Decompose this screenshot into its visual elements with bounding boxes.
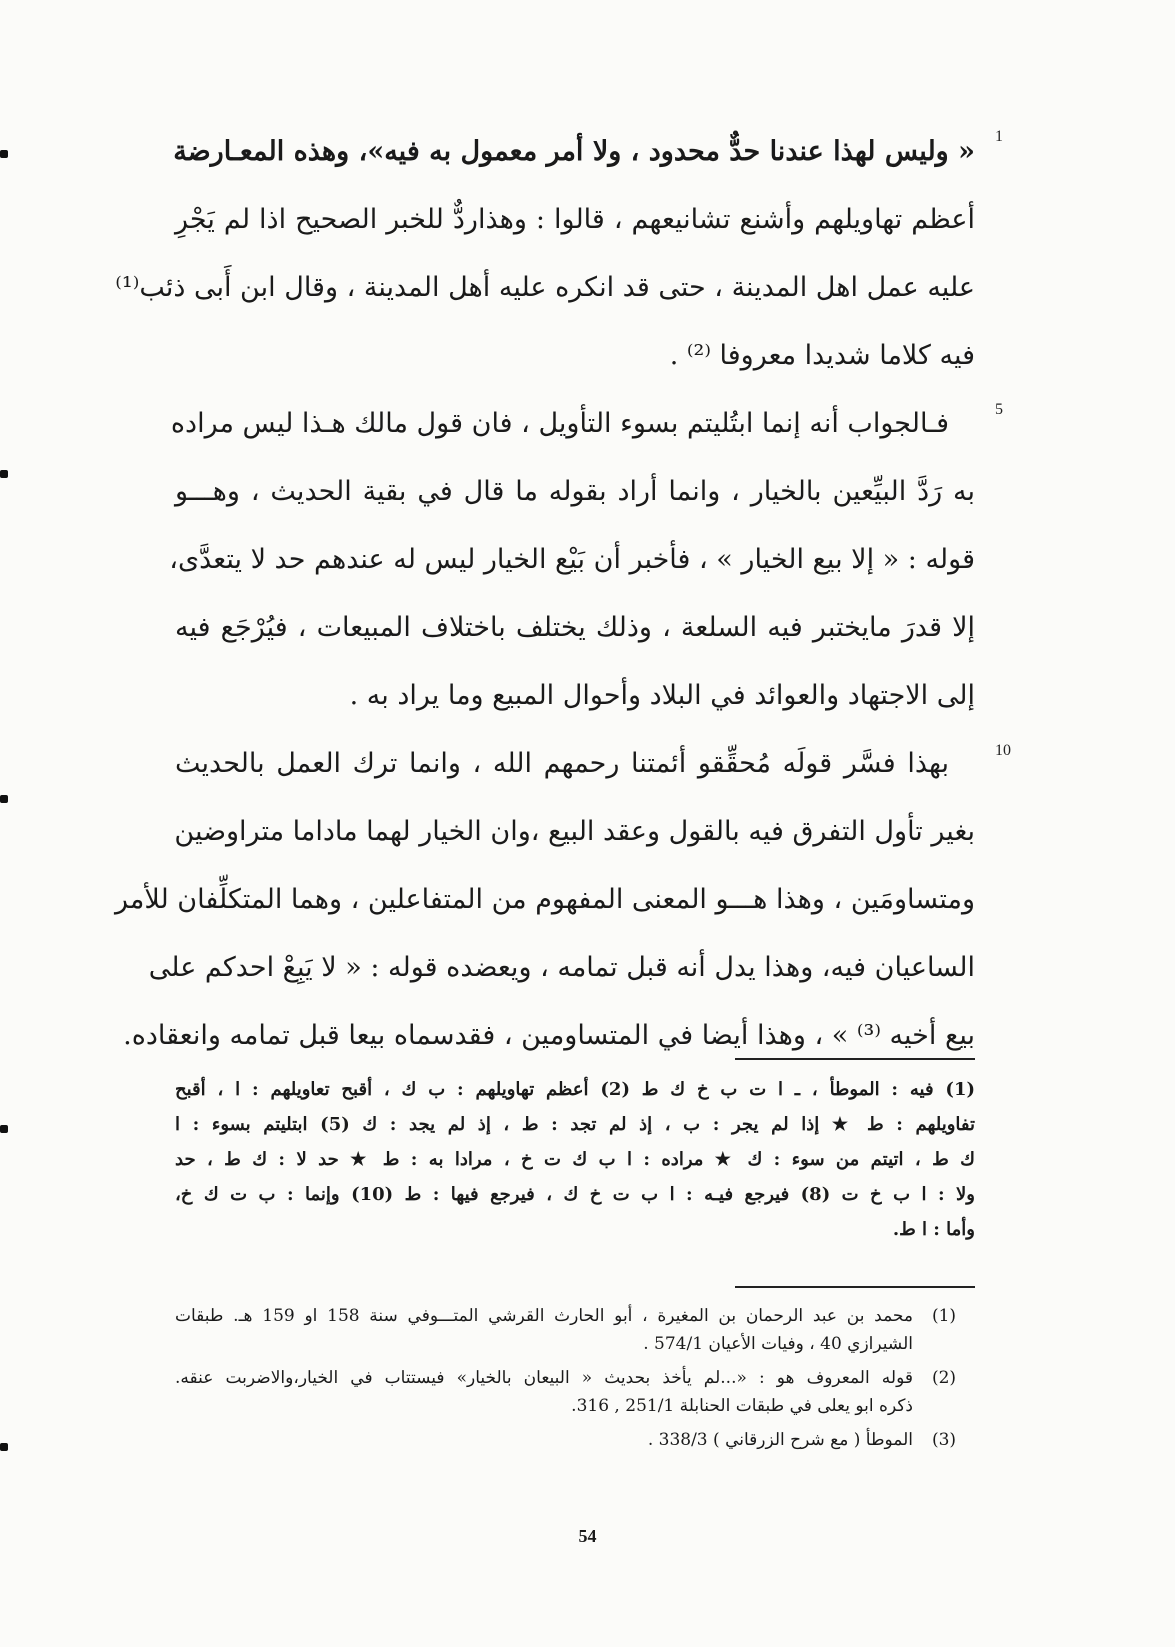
scan-edge-mark xyxy=(0,795,8,803)
footnote-line: محمد بن عبد الرحمان بن المغيرة ، أبو الحارث القرشي المتـــوفي سنة 158 او 159 هـ. طبقات xyxy=(175,1306,914,1326)
text-line: به رَدَّ البيِّعين بالخيار ، وانما أراد بقوله ما قال في بقية الحديث ، وهـــو xyxy=(175,476,975,507)
footnote xyxy=(175,1302,975,1358)
footnotes-divider xyxy=(735,1286,975,1288)
line-number: 5 xyxy=(995,401,1003,418)
variant-line: وأما : ا ط. xyxy=(892,1219,975,1240)
text-line: عليه عمل اهل المدينة ، حتى قد انكره عليه أهل المدينة ، وقال ابن أَبى ذئب⁽¹⁾ xyxy=(115,272,975,303)
main-text xyxy=(115,118,975,1070)
scan-edge-mark xyxy=(0,150,8,158)
text-line: إلا قدرَ مايختبر فيه السلعة ، وذلك يختلف باختلاف المبيعات ، فيُرْجَع فيه xyxy=(175,612,975,643)
text-line: « وليس لهذا عندنا حدٌّ محدود ، ولا أمر معمول به فيه»، وهذه المعـارضة xyxy=(173,136,975,167)
text-line: فـالجواب أنه إنما ابتُليتم بسوء التأويل ، فان قول مالك هـذا ليس مراده xyxy=(170,408,949,439)
page-number: 54 xyxy=(578,1526,597,1546)
line-number: 1 xyxy=(995,128,1003,145)
variant-line: ولا : ا ب خ ت (8) فيرجع فيـه : ا ب ت خ ك ، فيرجع فيها : ط (10) وإنما : ب ت ك خ، xyxy=(175,1184,975,1205)
text-line: الساعيان فيه، وهذا يدل أنه قبل تمامه ، ويعضده قوله : « لا يَبِعْ احدكم على xyxy=(148,952,975,983)
line-number: 10 xyxy=(995,742,1011,759)
text-line: بغير تأول التفرق فيه بالقول وعقد البيع ،وان الخيار لهما ماداما متراوضين xyxy=(174,816,975,847)
footnote xyxy=(175,1426,975,1454)
scan-edge-mark xyxy=(0,1443,8,1451)
manuscript-variants xyxy=(175,1072,975,1247)
footnote-line: ذكره ابو يعلى في طبقات الحنابلة 251/1 , 316. xyxy=(571,1396,913,1416)
footnote-line: الشيرازي 40 ، وفيات الأعيان 574/1 . xyxy=(643,1334,913,1354)
variant-line: تفاويلهم : ط ★ إذا لم يجر : ب ، إذ لم تجد : ط ، إذ لم يجد : ك (5) ابتليتم بسوء : ا xyxy=(175,1114,975,1135)
footnote xyxy=(175,1364,975,1420)
footnote-number: (1) xyxy=(931,1306,957,1326)
variants-divider xyxy=(735,1058,975,1060)
footnote-number: (2) xyxy=(931,1368,957,1388)
scan-edge-mark xyxy=(0,470,8,478)
text-line: إلى الاجتهاد والعوائد في البلاد وأحوال المبيع وما يراد به . xyxy=(349,680,975,711)
footnote-line: قوله المعروف هو : «...لم يأخذ بحديث « البيعان بالخيار» فيستتاب في الخيار،والاضربت عنقه. xyxy=(175,1368,913,1388)
footnote-number: (3) xyxy=(931,1430,957,1450)
variant-line: ك ط ، اتيتم من سوء : ك ★ مراده : ا ب ك ت خ ، مرادا به : ط ★ حد لا : ك ط ، حد xyxy=(175,1149,975,1170)
text-line: بهذا فسَّر قولَه مُحقِّقو أئمتنا رحمهم الله ، وانما ترك العمل بالحديث xyxy=(175,748,949,779)
text-line: قوله : « إلا بيع الخيار » ، فأخبر أن بَيْع الخيار ليس له عندهم حد لا يتعدَّى، xyxy=(169,544,975,575)
text-line: فيه كلاما شديدا معروفا ⁽²⁾ . xyxy=(669,340,975,371)
text-line: ومتساومَين ، وهذا هـــو المعنى المفهوم من المتفاعلين ، وهما المتكلِّفان للأمر xyxy=(115,884,975,915)
footnotes xyxy=(175,1302,975,1460)
text-line: بيع أخيه ⁽³⁾ » ، وهذا أيضا في المتساومين ، فقدسماه بيعا قبل تمامه وانعقاده. xyxy=(123,1020,975,1051)
scan-edge-mark xyxy=(0,1125,8,1133)
text-line: أعظم تهاويلهم وأشنع تشانيعهم ، قالوا : وهذاردٌّ للخبر الصحيح اذا لم يَجْرِ xyxy=(175,204,975,235)
footnote-line: الموطأ ( مع شرح الزرقاني ) 338/3 . xyxy=(647,1430,913,1450)
variant-line: (1) فيه : الموطأ ، ـ ا ت ب خ ك ط (2) أعظم تهاويلهم : ب ك ، أقبح تعاويلهم : ا ، أقبح xyxy=(175,1079,975,1100)
